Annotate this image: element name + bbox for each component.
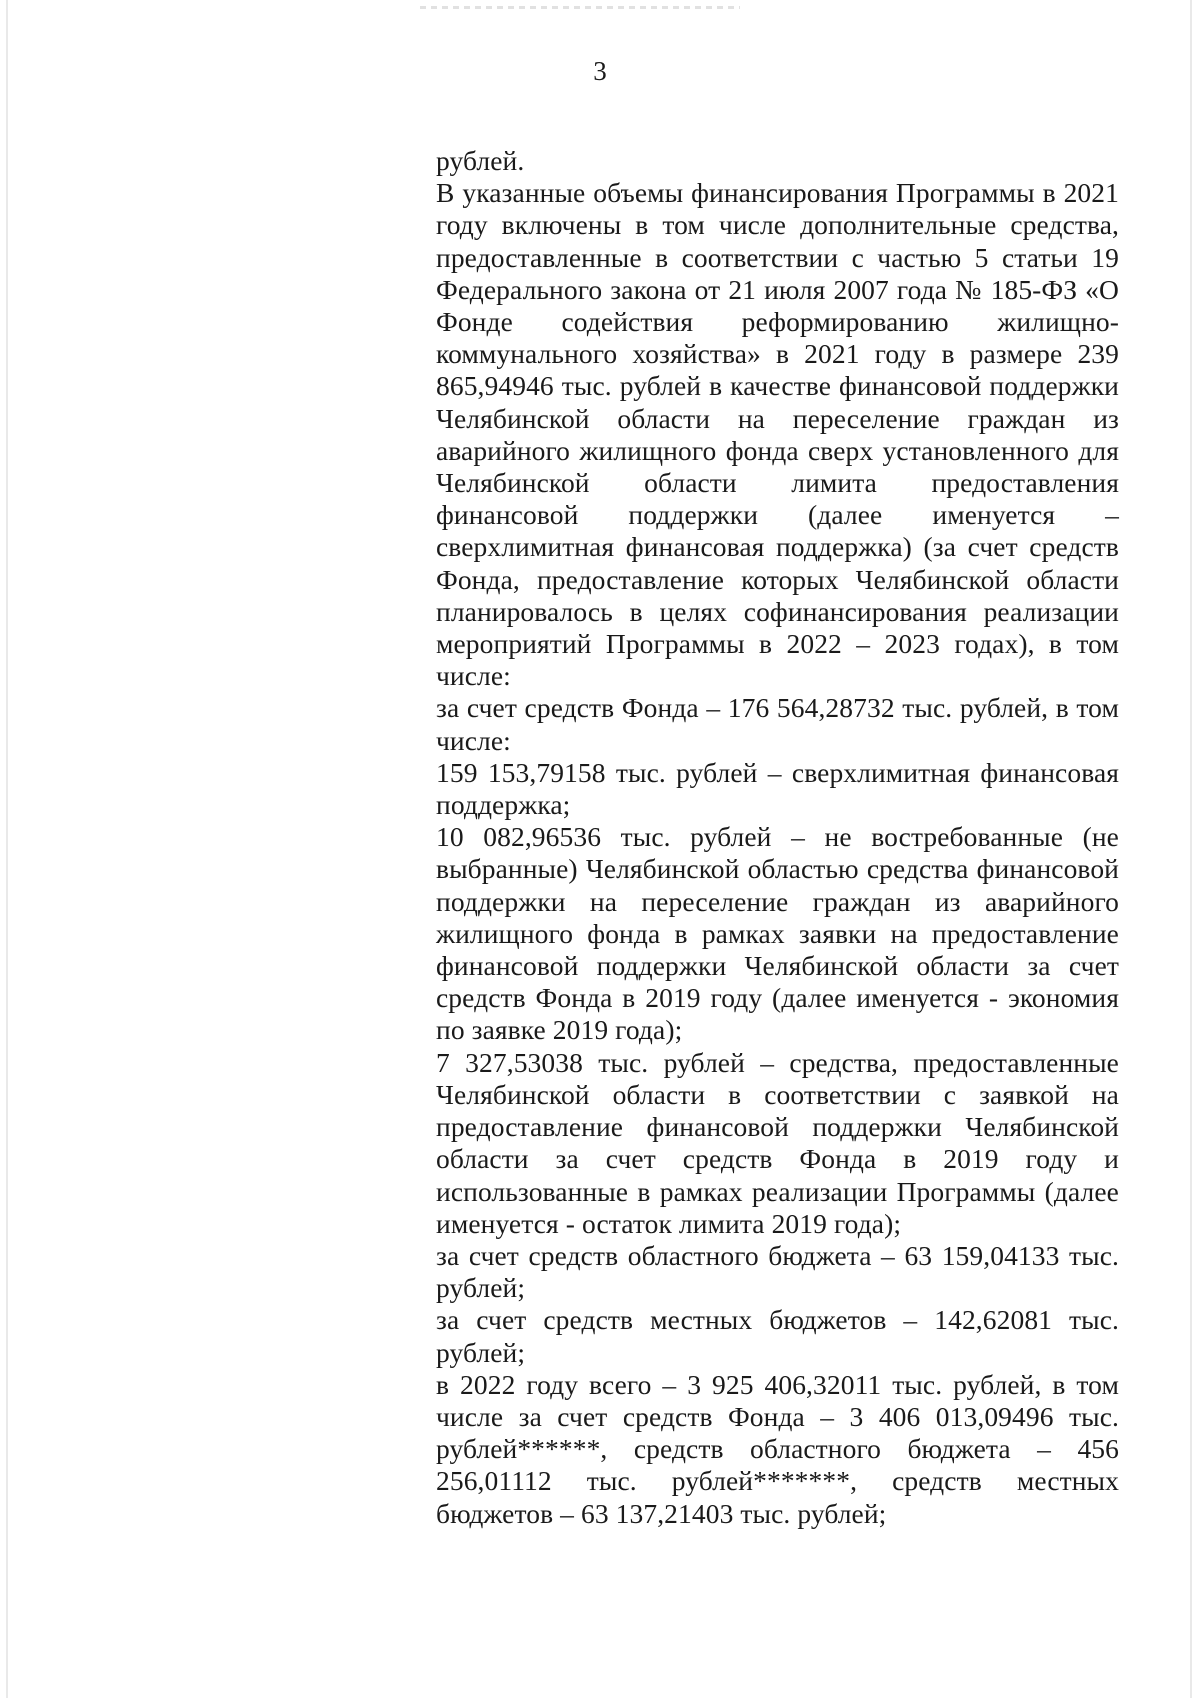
paragraph-fund-total: за счет средств Фонда – 176 564,28732 тыс. рублей, в том числе: (436, 692, 1119, 756)
scan-edge-right (1190, 0, 1192, 1698)
scan-edge-left (6, 0, 8, 1698)
paragraph-2022-total: в 2022 году всего – 3 925 406,32011 тыс. рублей, в том числе за счет средств Фонда – 3 406 013,09496 тыс. рублей******, средств областного бюджета – 456 256,01112 тыс. рублей*******, средств местных бюджетов – 63 137,21403 тыс. рублей; (436, 1368, 1119, 1529)
page-number: 3 (593, 56, 607, 86)
paragraph-continuation: рублей. (436, 145, 525, 176)
paragraph-local-budgets: за счет средств местных бюджетов – 142,62081 тыс. рублей; (436, 1304, 1119, 1368)
scan-artifact-top (420, 6, 740, 9)
document-body (436, 145, 1119, 1530)
paragraph-savings-2019: 10 082,96536 тыс. рублей – не востребованные (не выбранные) Челябинской областью средства финансовой поддержки на переселение граждан из аварийного жилищного фонда в рамках заявки на предоставление финансовой поддержки Челябинской области за счет средств Фонда в 2019 году (далее именуется - экономия по заявке 2019 года); (436, 821, 1119, 1046)
paragraph-regional-budget: за счет средств областного бюджета – 63 159,04133 тыс. рублей; (436, 1239, 1119, 1304)
paragraph-over-limit-support: 159 153,79158 тыс. рублей – сверхлимитная финансовая поддержка; (436, 756, 1119, 821)
paragraph-additional-funds: В указанные объемы финансирования Программы в 2021 году включены в том числе дополнительные средства, предоставленные в соответствии с частью 5 статьи 19 Федерального закона от 21 июля 2007 года № 185-ФЗ «О Фонде содействия реформированию жилищно-коммунального хозяйства» в 2021 году в размере 239 865,94946 тыс. рублей в качестве финансовой поддержки Челябинской области на переселение граждан из аварийного жилищного фонда сверх установленного для Челябинской области лимита предоставления финансовой поддержки (далее именуется – сверхлимитная финансовая поддержка) (за счет средств Фонда, предоставление которых Челябинской области планировалось в целях софинансирования реализации мероприятий Программы в 2022 – 2023 годах), в том числе: (436, 177, 1119, 692)
paragraph-limit-remainder-2019: 7 327,53038 тыс. рублей – средства, предоставленные Челябинской области в соответствии с заявкой на предоставление финансовой поддержки Челябинской области за счет средств Фонда в 2019 году и использованные в рамках реализации Программы (далее именуется - остаток лимита 2019 года); (436, 1046, 1119, 1239)
